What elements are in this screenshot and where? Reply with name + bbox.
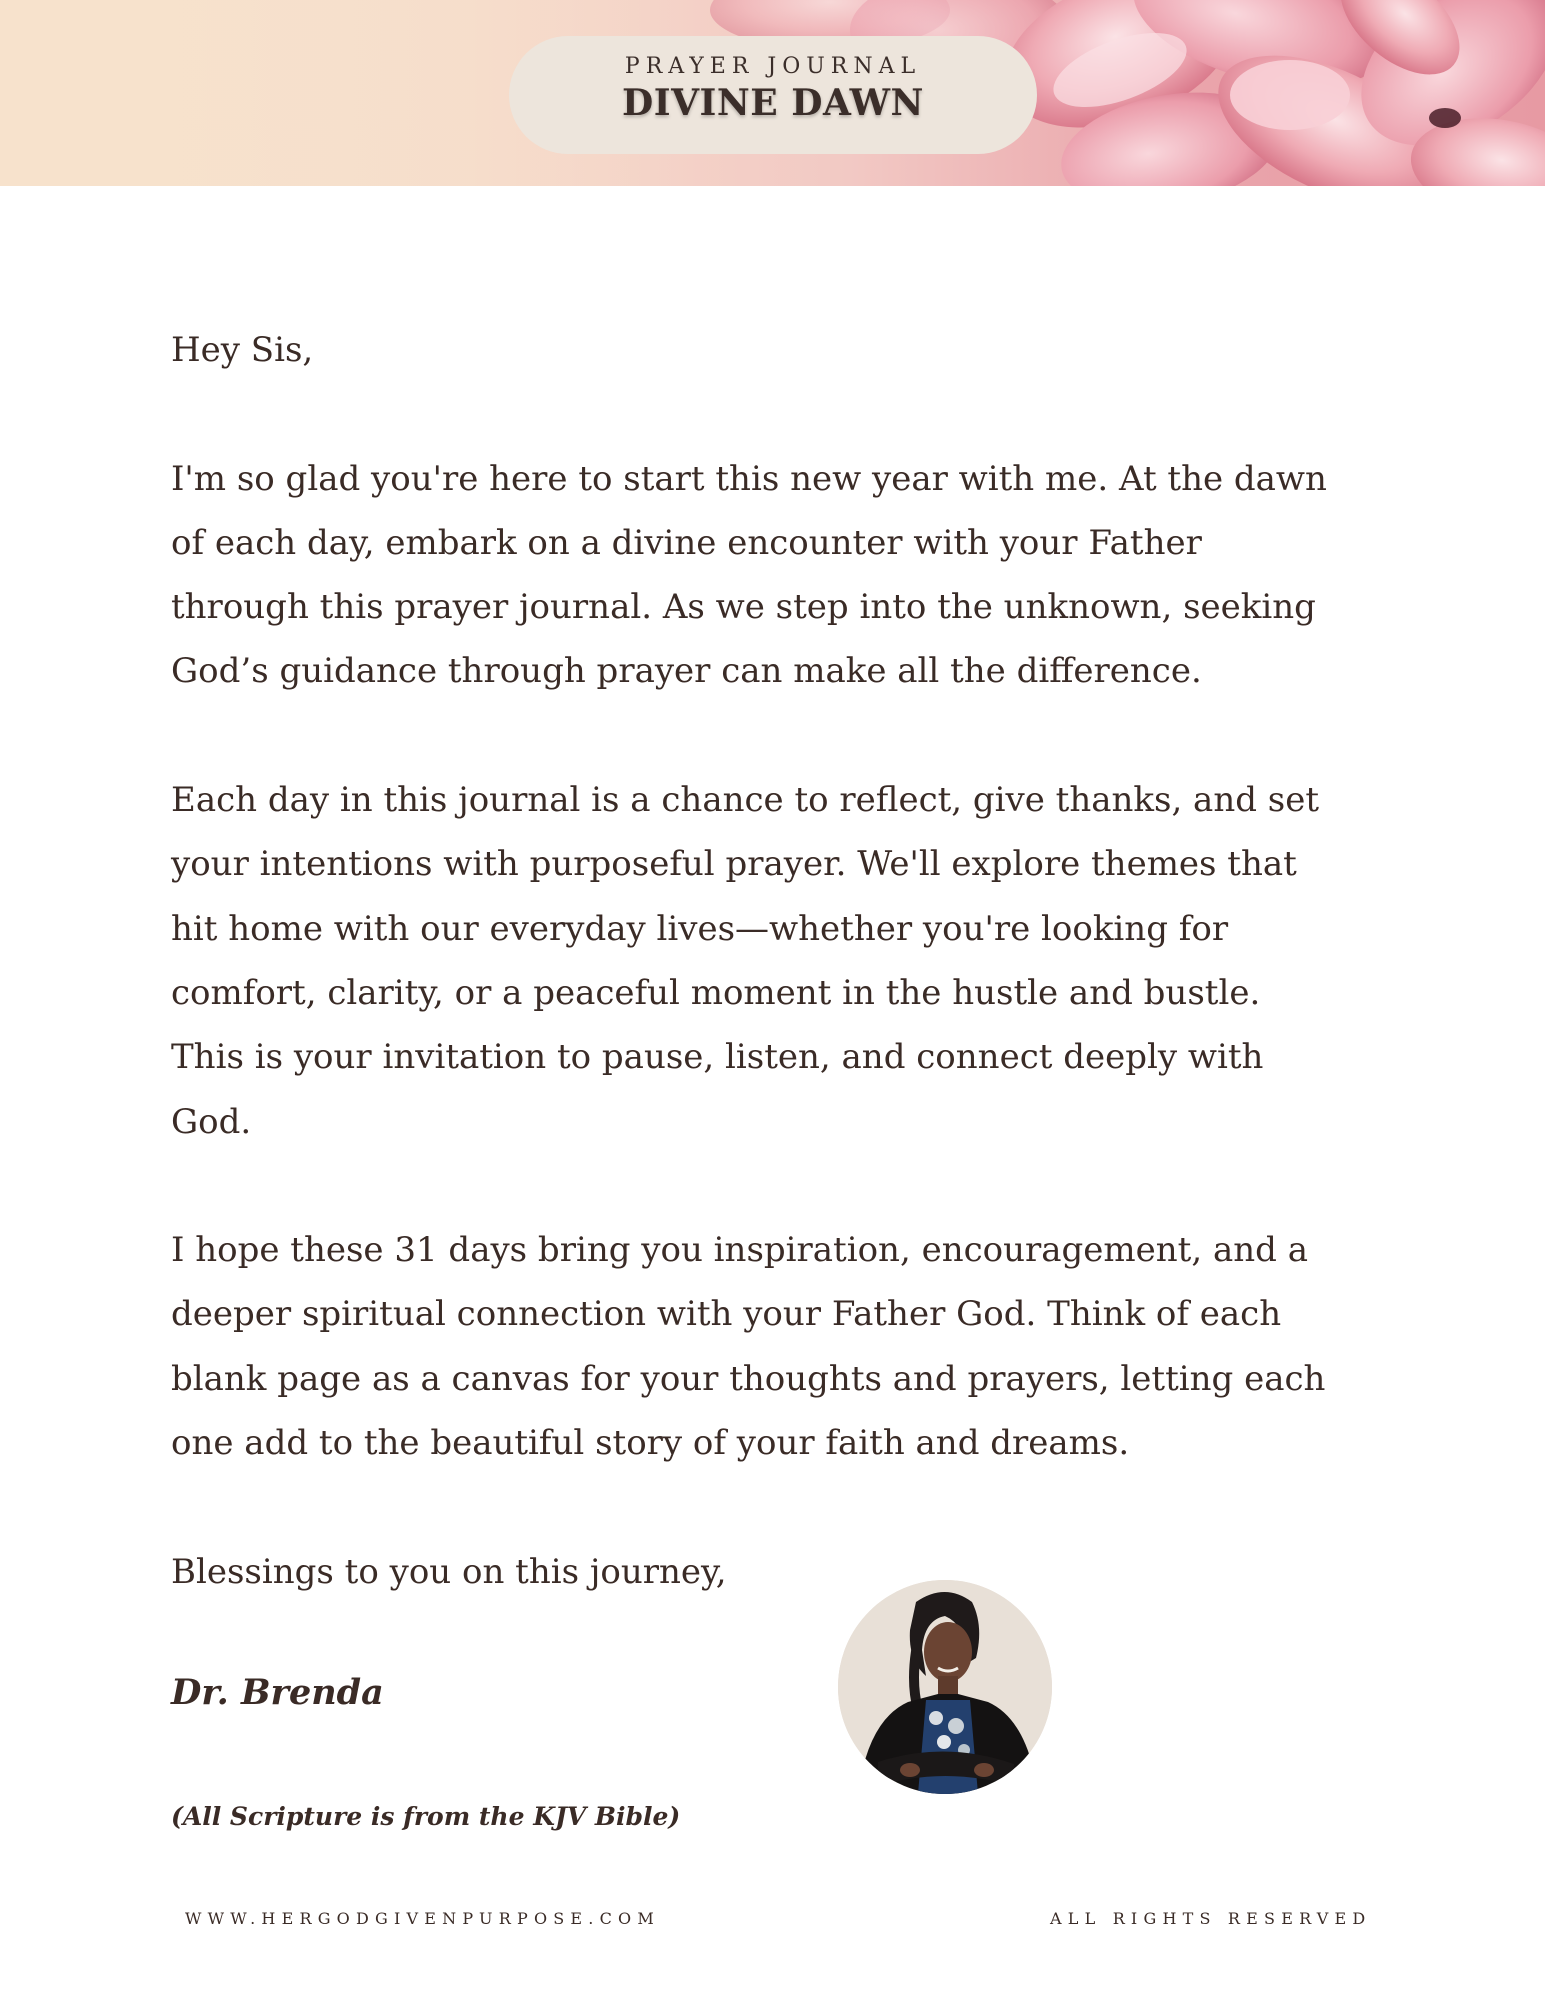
author-portrait-icon bbox=[838, 1580, 1052, 1794]
letter-closing: Blessings to you on this journey, bbox=[171, 1552, 727, 1592]
letter-paragraph: I hope these 31 days bring you inspiration, encouragement, and a deeper spiritual connection with your Father God. Think of each blank page as a canvas for your thoughts and prayers, letting each one add to the beautiful story of your faith and dreams. bbox=[171, 1230, 1326, 1464]
footer-website: WWW.HERGODGIVENPURPOSE.COM bbox=[185, 1909, 660, 1928]
letter-signature: Dr. Brenda bbox=[171, 1672, 384, 1713]
scripture-note: (All Scripture is from the KJV Bible) bbox=[171, 1802, 681, 1831]
letter-paragraph: I'm so glad you're here to start this new year with me. At the dawn of each day, embark on a divine encounter with your Father through this prayer journal. As we step into the unknown, seeking God’s guidance through prayer can make all the difference. bbox=[171, 458, 1327, 692]
journal-title: DIVINE DAWN bbox=[622, 82, 924, 124]
footer-rights: ALL RIGHTS RESERVED bbox=[1050, 1909, 1372, 1928]
letter-greeting: Hey Sis, bbox=[171, 330, 314, 370]
letter-paragraph: Each day in this journal is a chance to reflect, give thanks, and set your intentions with purposeful prayer. We'll explore themes that hit home with our everyday lives—whether you're looking for comfort, clarity, or a peaceful moment in the hustle and bustle. This is your invitation to pause, listen, and connect deeply with God. bbox=[171, 780, 1320, 1142]
journal-eyebrow: PRAYER JOURNAL bbox=[624, 54, 922, 79]
welcome-letter bbox=[171, 318, 1371, 1540]
header-banner bbox=[0, 0, 1545, 186]
title-pill bbox=[509, 36, 1037, 154]
